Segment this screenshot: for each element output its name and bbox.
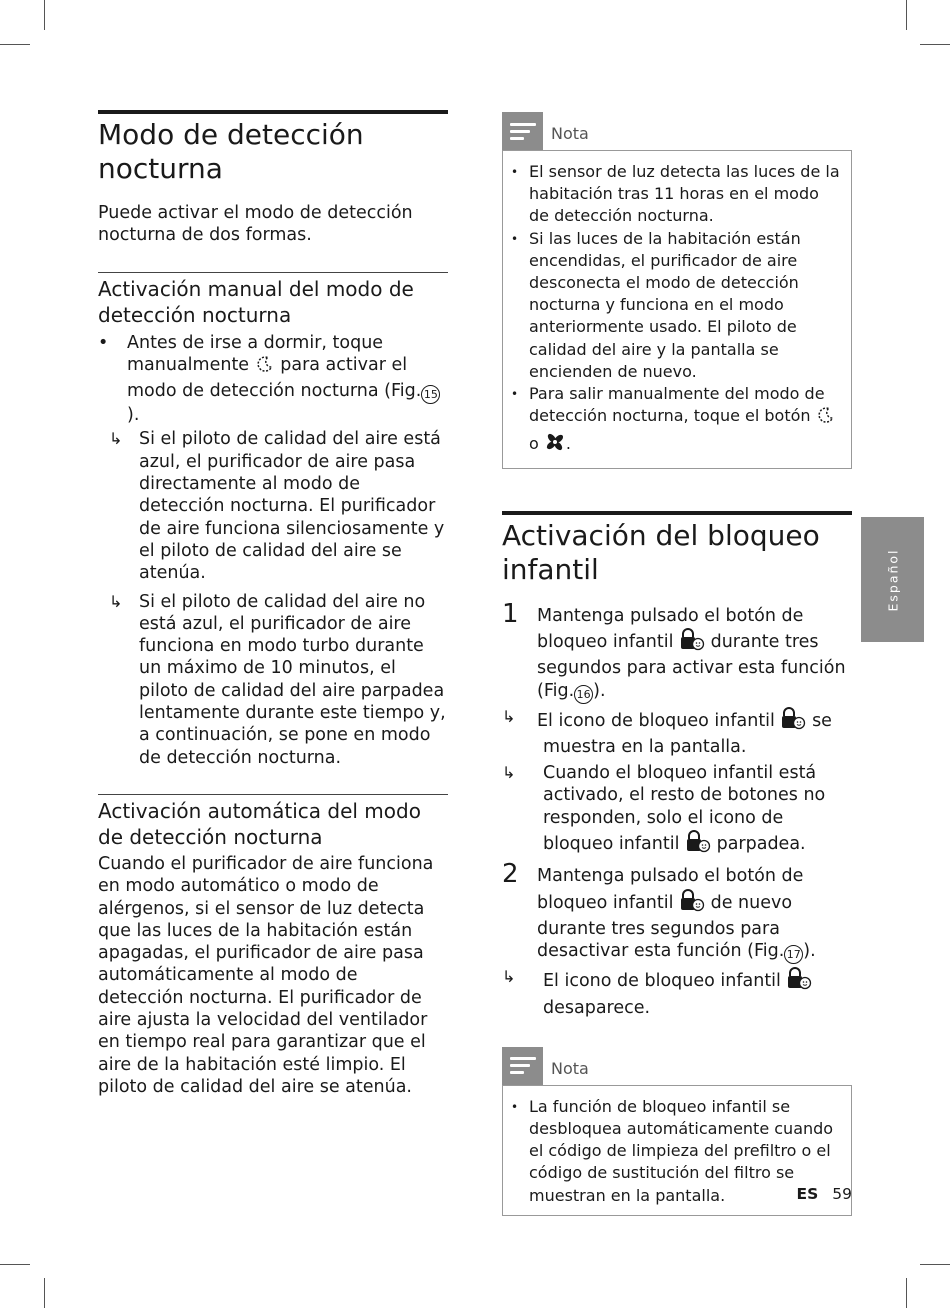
figure-number: 17 xyxy=(784,945,803,964)
child-lock-icon xyxy=(786,966,812,996)
note-icon xyxy=(502,1047,543,1085)
language-label: Español xyxy=(885,547,900,612)
heading-manual-activation: Activación manual del modo de detección nocturna xyxy=(98,272,448,328)
footer-language-code: ES xyxy=(796,1185,819,1203)
figure-number: 16 xyxy=(574,685,593,704)
note-bullets xyxy=(511,161,843,460)
note-header xyxy=(502,1047,852,1085)
child-lock-icon xyxy=(780,706,806,736)
child-lock-steps xyxy=(502,598,852,1019)
step1-results xyxy=(502,706,852,860)
child-lock-icon xyxy=(685,829,711,859)
section-title-night-mode: Modo de detección nocturna xyxy=(98,110,448,186)
child-lock-icon xyxy=(679,888,705,918)
list-item: • Si las luces de la habitación están encendidas, el purificador de aire desconecta el modo de detección nocturna y funciona en el modo anteriormente usado. El piloto de calidad del aire y la pantalla se encienden de nuevo. xyxy=(511,228,801,381)
list-item: • La función de bloqueo infantil se desbloquea automáticamente cuando el código de limpieza del prefiltro o el código de sustitución del filtro se muestran en la pantalla. xyxy=(511,1096,834,1205)
crop-mark xyxy=(44,0,45,30)
note-bullets xyxy=(511,1096,843,1207)
crop-mark xyxy=(906,1278,907,1308)
fan-icon xyxy=(544,431,566,459)
list-item: ↳ El icono de bloqueo infantil desaparece. xyxy=(502,966,852,1019)
list-item: 2 Mantenga pulsado el botón de bloqueo infantil de nuevo durante tres segundos para desactivar esta función (Fig. 17 ). ↳ El icono de bloqueo infantil desaparece. xyxy=(502,865,852,1018)
automatic-text: Cuando el purificador de aire funciona en modo automático o modo de alérgenos, si el sensor de luz detecta que las luces de la habitación están apagadas, el purificador de aire pasa automáticamente al modo de detección nocturna. El purificador de aire ajusta la velocidad del ventilador en tiempo real para garantizar que el aire de la habitación esté limpio. El piloto de calidad del aire se atenúa. xyxy=(98,853,434,1097)
figure-number: 15 xyxy=(421,385,440,404)
list-item: ↳ Cuando el bloqueo infantil está activado, el resto de botones no responden, solo el icono de bloqueo infantil parpadea. xyxy=(502,762,852,859)
list-item: • Antes de irse a dormir, toque manualmente para activar el modo de detección nocturna (Fig. 15). ↳ Si el piloto de calidad del aire está azul, el purificador de aire pasa directamente al modo de detección nocturna. El purificador de aire funciona silenciosamente y el piloto de calidad del aire se atenúa. ↳ Si el piloto de calidad del aire no está azul, el purificador de aire funciona en modo turbo durante un máximo de 10 minutos, el piloto de calidad del aire parpadea lentamente durante este tiempo y, a continuación, se pone en modo de detección nocturna. xyxy=(98,332,448,769)
bullet-mark: • xyxy=(511,231,519,246)
list-item: • Para salir manualmente del modo de detección nocturna, toque el botón o . xyxy=(511,383,843,460)
result-arrow-icon: ↳ xyxy=(502,967,516,987)
list-item: ↳ El icono de bloqueo infantil se muestra en la pantalla. xyxy=(502,706,832,757)
note-label: Nota xyxy=(551,1058,589,1078)
result-arrow-icon: ↳ xyxy=(502,706,516,726)
list-item: 1 Mantenga pulsado el botón de bloqueo infantil durante tres segundos para activar esta función (Fig. 16 ). ↳ El icono de bloqueo infantil se muestra en la pantalla. ↳ Cuando el bloqueo infantil está activado, el resto de botones no responden, solo el icono de bloqueo infantil parpadea. xyxy=(502,605,852,860)
crop-mark xyxy=(0,1264,30,1265)
crop-mark xyxy=(44,1278,45,1308)
step-number: 1 xyxy=(502,598,519,629)
left-column xyxy=(98,110,448,1098)
manual-results xyxy=(98,428,448,768)
step-number: 2 xyxy=(502,859,519,890)
list-item: ↳ Si el piloto de calidad del aire está azul, el purificador de aire pasa directamente al modo de detección nocturna. El purificador de aire funciona silenciosamente y el piloto de calidad del aire se atenúa. xyxy=(109,429,445,584)
manual-bullets xyxy=(98,332,448,769)
note-label: Nota xyxy=(551,124,589,143)
result-arrow-icon: ↳ xyxy=(109,591,123,611)
list-item: • El sensor de luz detecta las luces de la habitación tras 11 horas en el modo de detección nocturna. xyxy=(511,162,840,226)
moon-icon xyxy=(255,354,275,380)
bullet-mark: • xyxy=(511,1099,519,1114)
crop-mark xyxy=(0,44,30,45)
heading-automatic-activation: Activación automática del modo de detección nocturna xyxy=(98,794,448,850)
note-icon xyxy=(502,112,543,150)
crop-mark xyxy=(920,44,950,45)
note-box xyxy=(502,112,852,469)
intro-text: Puede activar el modo de detección nocturna de dos formas. xyxy=(98,203,413,246)
crop-mark xyxy=(920,1264,950,1265)
page-footer xyxy=(797,1185,853,1203)
bullet-mark: • xyxy=(511,387,519,402)
moon-icon xyxy=(816,405,836,431)
result-arrow-icon: ↳ xyxy=(502,763,516,783)
language-side-tab xyxy=(861,517,924,642)
note-content xyxy=(502,150,852,469)
step2-results xyxy=(502,966,852,1019)
result-arrow-icon: ↳ xyxy=(109,429,123,449)
page-number: 59 xyxy=(832,1185,852,1203)
bullet-mark: • xyxy=(511,165,519,179)
right-column xyxy=(502,112,852,1216)
list-item: ↳ Si el piloto de calidad del aire no está azul, el purificador de aire funciona en modo turbo durante un máximo de 10 minutos, el piloto de calidad del aire parpadea lentamente durante este tiempo y, a continuación, se pone en modo de detección nocturna. xyxy=(109,591,446,768)
crop-mark xyxy=(906,0,907,30)
section-title-child-lock: Activación del bloqueo infantil xyxy=(502,511,852,587)
child-lock-icon xyxy=(679,627,705,657)
bullet-mark: • xyxy=(98,332,109,353)
note-header xyxy=(502,112,852,150)
